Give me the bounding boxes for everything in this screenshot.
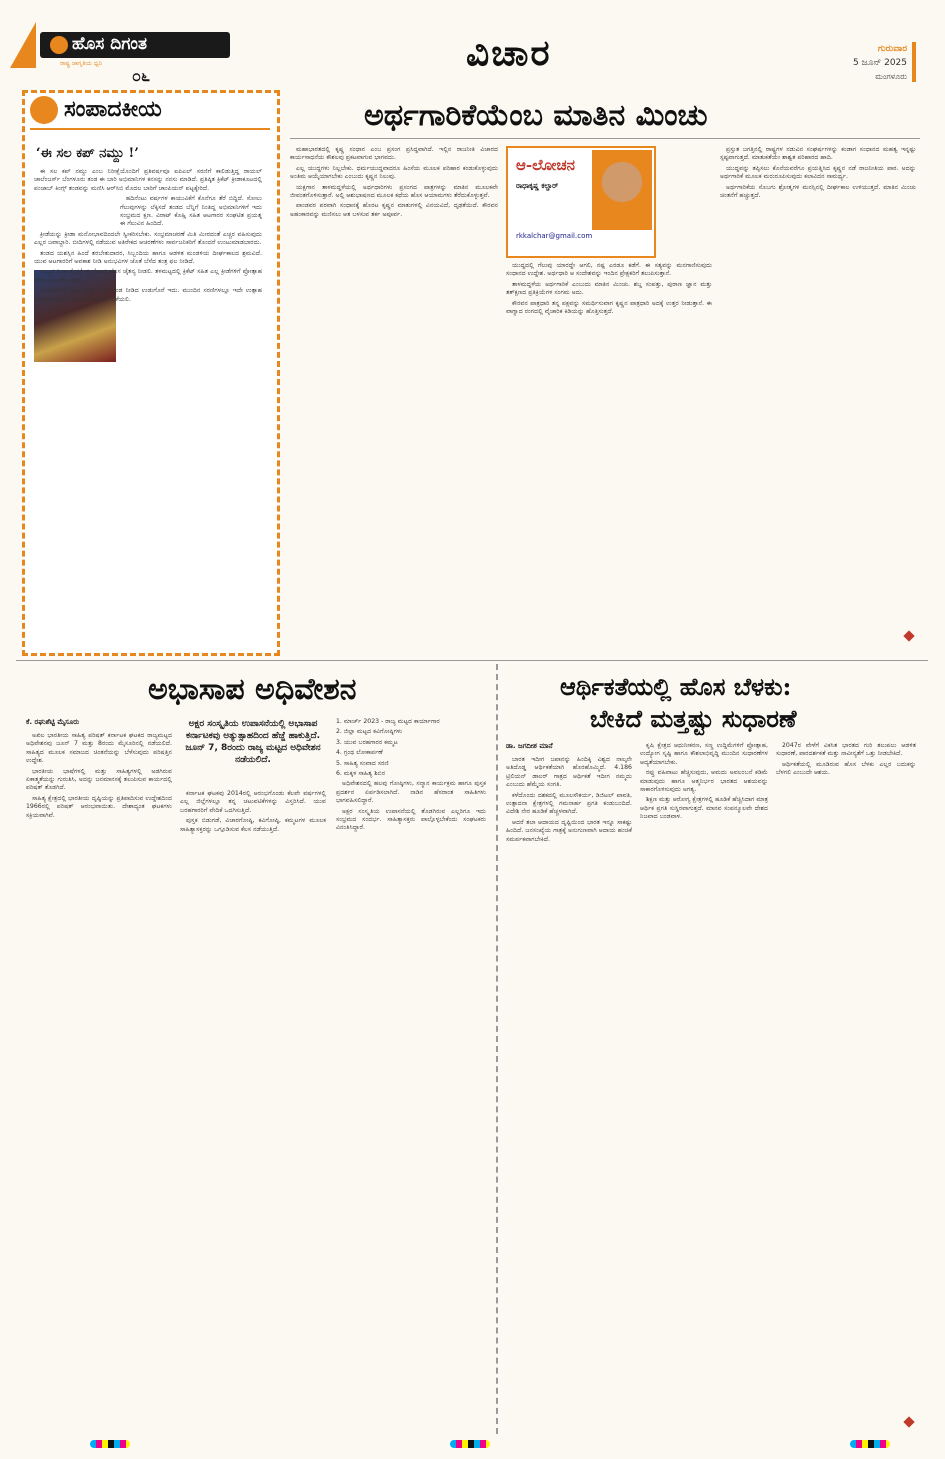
editorial-text <box>34 168 262 638</box>
dateline-edition: ಮಂಗಳೂರು <box>875 72 907 81</box>
masthead-emblem <box>50 36 68 54</box>
main-article-col-2 <box>506 262 712 642</box>
economy-title-line1: ಆರ್ಥಿಕತೆಯಲ್ಲಿ ಹೊಸ ಬೆಳಕು: <box>560 672 792 701</box>
editorial-para: ಕ್ರೀಡೆಯನ್ನು ಕ್ರೀಡಾ ಮನೋಭಾವದಿಂದಲೇ ಸ್ವೀಕರಿಸಬೇಕು. ಸಂಭ್ರಮಾಚರಣೆ ಮಿತಿ ಮೀರದಂತೆ ಎಚ್ಚರ ವಹಿಸುವುದು ಎಲ್ಲರ ಜವಾಬ್ದಾರಿ. ಬೀದಿಗಳಲ್ಲಿ ನಡೆಯುವ ಅತಿರೇಕದ ಆಚರಣೆಗಳು ಸಾರ್ವಜನಿಕರಿಗೆ ತೊಂದರೆ ಉಂಟುಮಾಡಬಾರದು. <box>34 230 262 247</box>
economy-para: ಆದರೆ ತಲಾ ಆದಾಯದ ದೃಷ್ಟಿಯಿಂದ ಭಾರತ ಇನ್ನೂ ಸಾಕಷ್ಟು ಹಿಂದಿದೆ. ಜನಸಂಖ್ಯೆಯ ಗಾತ್ರಕ್ಕೆ ಅನುಗುಣವಾಗಿ ಆದಾಯ ಹಂಚಿಕೆ ಸಮರ್ಪಕವಾಗಬೇಕಿದೆ. <box>506 818 632 843</box>
abhasapa-item: 6. ಮಕ್ಕಳ ಸಾಹಿತ್ಯ ಶಿಬಿರ <box>336 770 386 778</box>
abhasapa-pullquote: ಅಕ್ಷರ ಸಂಸ್ಕೃತಿಯ ಉಪಾಸನೆಯಲ್ಲಿ ಅಭಾಸಾಪ ಕರ್ನಾಟಕವು ಅತ್ಯುತ್ಸಾಹದಿಂದ ಹೆಜ್ಜೆ ಹಾಕುತ್ತಿದೆ. ಜೂನ್ 7, 8ರಂದು ರಾಜ್ಯ ಮಟ್ಟದ ಅಧಿವೇಶನ ನಡೆಯಲಿದೆ. <box>185 719 321 765</box>
column-author: ರಾಧಾಕೃಷ್ಣ ಕಲ್ಚಾರ್ <box>516 182 559 190</box>
main-article-title: ಅರ್ಥಗಾರಿಕೆಯೆಂಬ ಮಾತಿನ ಮಿಂಚು <box>364 98 708 133</box>
vertical-dashed-divider <box>496 664 498 1434</box>
main-article-col-3 <box>720 146 916 636</box>
abhasapa-para: ಪುಸ್ತಕ ಬಿಡುಗಡೆ, ವಿಚಾರಗೋಷ್ಠಿ, ಕವಿಗೋಷ್ಠಿ, ಕಮ್ಮಟಗಳ ಮೂಲಕ ಸಾಹಿತ್ಯಾಸಕ್ತರನ್ನು ಒಗ್ಗೂಡಿಸುವ ಕೆಲಸ ನಡೆಯುತ್ತಿದೆ. <box>180 817 326 833</box>
article-para: ಯಕ್ಷಗಾನ ತಾಳಮದ್ದಳೆಯಲ್ಲಿ ಅರ್ಥಧಾರಿಗಳು ಪ್ರಸಂಗದ ಪಾತ್ರಗಳನ್ನು ಮಾತಿನ ಮೂಲಕವೇ ಜೀವಂತಗೊಳಿಸುತ್ತಾರೆ. ಅಲ್ಲಿ ಆಶುಭಾಷಣದ ಮೂಲಕ ಕಥೆಯ ಹೊಸ ಆಯಾಮಗಳು ತೆರೆದುಕೊಳ್ಳುತ್ತವೆ. <box>290 183 498 200</box>
abhasapa-item: 3. ಯುವ ಬರಹಗಾರರ ಕಮ್ಮಟ <box>336 738 398 746</box>
editorial-label: ಸಂಪಾದಕೀಯ <box>64 96 162 122</box>
abhasapa-para: ಕರ್ನಾಟಕ ಘಟಕವು 2014ರಲ್ಲಿ ಆರಂಭಗೊಂಡು ಕೆಲವೇ ವರ್ಷಗಳಲ್ಲಿ ಎಲ್ಲ ಜಿಲ್ಲೆಗಳಲ್ಲೂ ತನ್ನ ಚಟುವಟಿಕೆಗಳನ್ನು ವಿಸ್ತರಿಸಿದೆ. ಯುವ ಬರಹಗಾರರಿಗೆ ವೇದಿಕೆ ಒದಗಿಸುತ್ತಿದೆ. <box>180 790 326 814</box>
abhasapa-col-1 <box>26 732 172 1422</box>
article-para: ಕೌರವನ ಪಾತ್ರಧಾರಿ ತನ್ನ ಪಕ್ಷವನ್ನು ಸಮರ್ಥಿಸುವಾಗ ಕೃಷ್ಣನ ಪಾತ್ರಧಾರಿ ಅದಕ್ಕೆ ಉತ್ತರ ನೀಡುತ್ತಾನೆ. ಈ ವಾಗ್ವಾದ ರಂಗದಲ್ಲಿ ವೈಚಾರಿಕ ಕಿಡಿಯನ್ನು ಹೊತ್ತಿಸುತ್ತದೆ. <box>506 299 712 316</box>
registration-marks-mid <box>450 1440 490 1448</box>
economy-para: 2047ರ ವೇಳೆಗೆ ವಿಕಸಿತ ಭಾರತದ ಗುರಿ ತಲುಪಲು ಆಡಳಿತ ಸುಧಾರಣೆ, ಪಾರದರ್ಶಕತೆ ಮತ್ತು ನಾವೀನ್ಯತೆಗೆ ಒತ್ತು ನೀಡಬೇಕಿದೆ. <box>776 742 916 758</box>
section-title: ವಿಚಾರ <box>466 32 552 74</box>
economy-col-3 <box>776 742 916 1422</box>
abhasapa-para: ಅಧಿವೇಶನದಲ್ಲಿ ಹಲವು ಗೋಷ್ಠಿಗಳು, ಸನ್ಮಾನ ಕಾರ್ಯಕ್ರಮ ಹಾಗೂ ಪುಸ್ತಕ ಪ್ರದರ್ಶನ ಏರ್ಪಡಿಸಲಾಗಿದೆ. ನಾಡಿನ ಹೆಸರಾಂತ ಸಾಹಿತಿಗಳು ಭಾಗವಹಿಸಲಿದ್ದಾರೆ. <box>336 780 486 805</box>
article-para: ತಾಳಮದ್ದಳೆಯ ಅರ್ಥಗಾರಿಕೆ ಎಂಬುದು ಮಾತಿನ ಮಿಂಚು. ಶಬ್ದ ಸಂಪತ್ತು, ಪುರಾಣ ಜ್ಞಾನ ಮತ್ತು ತತ್‌ಕ್ಷಣದ ಪ್ರತಿಕ್ರಿಯೆಗಳ ಸಂಗಮ ಅದು. <box>506 280 712 297</box>
masthead-tagline: ರಾಷ್ಟ್ರ ಜಾಗೃತಿಯ ಧ್ವನಿ <box>60 60 103 67</box>
abhasapa-item: 2. ಜಿಲ್ಲಾ ಮಟ್ಟದ ಕವಿಗೋಷ್ಠಿಗಳು <box>336 728 403 736</box>
editorial-para: ಈ ಸಲ ಕಪ್ ನಮ್ದು ಎಂಬ ನಿರೀಕ್ಷೆಯೊಂದಿಗೆ ಪ್ರತಿವರ್ಷವೂ ಐಪಿಎಲ್ ಸರಣಿಗೆ ಕಾಲಿಡುತ್ತಿದ್ದ ರಾಯಲ್ ಚಾಲೆಂಜರ್ಸ್ ಬೆಂಗಳೂರು ತಂಡ ಈ ಬಾರಿ ಅಭಿಮಾನಿಗಳ ಕನಸನ್ನು ನನಸು ಮಾಡಿದೆ. ಪ್ರತಿಷ್ಠಿತ ಕ್ರಿಕೆಟ್ ಕ್ರೀಡಾಕೂಟದಲ್ಲಿ ಪಂಜಾಬ್ ಕಿಂಗ್ಸ್ ತಂಡವನ್ನು ಮಣಿಸಿ ಆರ್‌ಸಿಬಿ ಮೊದಲ ಬಾರಿಗೆ ಚಾಂಪಿಯನ್ ಪಟ್ಟಕ್ಕೇರಿದೆ. <box>34 168 262 192</box>
abhasapa-title: ಅಭಾಸಾಪ ಅಧಿವೇಶನ <box>148 672 357 707</box>
article-para: ಮಹಾಭಾರತದಲ್ಲಿ ಕೃಷ್ಣ ಸಂಧಾನ ಎಂಬ ಪ್ರಸಂಗ ಪ್ರಸಿದ್ಧವಾಗಿದೆ. ಇಲ್ಲಿನ ರಾಜನೀತಿ ವಿಚಾರದ ಕಾರ್ಯಸಾಧನೆಯ ಕೌಶಲವು ಪ್ರಕಟವಾಗುವ ಭಾಗವದು. <box>290 146 498 162</box>
column-name: ಆ-ಲೋಚನ <box>516 156 575 174</box>
dateline-day: ಗುರುವಾರ <box>877 44 907 54</box>
abhasapa-col-2 <box>180 790 326 1422</box>
abhasapa-para: ಭಾರತೀಯ ಭಾಷೆಗಳಲ್ಲಿ ಮತ್ತು ಸಾಹಿತ್ಯಗಳಲ್ಲಿ ಅಡಗಿರುವ ಏಕಾತ್ಮತೆಯನ್ನು ಗುರುತಿಸಿ, ಅದನ್ನು ಜನಮಾನಸಕ್ಕೆ ತಲುಪಿಸುವ ಕಾರ್ಯದಲ್ಲಿ ಪರಿಷತ್ ತೊಡಗಿದೆ. <box>26 767 172 792</box>
economy-col-1 <box>506 756 632 1422</box>
economy-col-2 <box>640 742 768 1422</box>
registration-marks-right <box>850 1440 890 1448</box>
main-article-col-1 <box>290 146 498 636</box>
editorial-para: ತಂಡದ ಯಶಸ್ಸಿನ ಹಿಂದೆ ತರಬೇತುದಾರರ, ಸಿಬ್ಬಂದಿಯ ಹಾಗೂ ಆಡಳಿತ ಮಂಡಳಿಯ ದೀರ್ಘಕಾಲದ ಶ್ರಮವಿದೆ. ಯುವ ಆಟಗಾರರಿಗೆ ಅವಕಾಶ ನೀಡಿ ಅನುಭವಿಗಳ ಜೊತೆ ಬೆಸೆದ ತಂತ್ರ ಫಲ ನೀಡಿದೆ. <box>34 249 262 266</box>
article-para: ಅರ್ಥಗಾರಿಕೆಯ ಸೊಬಗು ಶ್ರೋತೃಗಳ ಮನಸ್ಸಿನಲ್ಲಿ ದೀರ್ಘಕಾಲ ಉಳಿಯುತ್ತದೆ. ಮಾತಿನ ಮಿಂಚು ಚಿಂತನೆಗೆ ಹಚ್ಚುತ್ತದೆ. <box>720 183 916 200</box>
abhasapa-item: 4. ಗ್ರಂಥ ಲೋಕಾರ್ಪಣೆ <box>336 749 383 757</box>
article-para: ಪಾಂಡವರ ಪರವಾಗಿ ಸಂಧಾನಕ್ಕೆ ಹೊರಟ ಕೃಷ್ಣನ ಮಾತುಗಳಲ್ಲಿ ವಿನಯವಿದೆ, ದೃಢತೆಯಿದೆ. ಕೌರವನ ಅಹಂಕಾರವನ್ನು ಮಣಿಸಲು ಆತ ಬಳಸುವ ತರ್ಕ ಅಪೂರ್ವ. <box>290 202 498 218</box>
editorial-label-underline <box>30 128 270 130</box>
economy-para: ಶಿಕ್ಷಣ ಮತ್ತು ಆರೋಗ್ಯ ಕ್ಷೇತ್ರಗಳಲ್ಲಿ ಹೂಡಿಕೆ ಹೆಚ್ಚಿಸಿದಾಗ ಮಾತ್ರ ಆರ್ಥಿಕ ಪ್ರಗತಿ ಸುಸ್ಥಿರವಾಗುತ್ತದೆ. ಮಾನವ ಸಂಪನ್ಮೂಲವೇ ದೇಶದ ನಿಜವಾದ ಬಂಡವಾಳ. <box>640 796 768 821</box>
abhasapa-para: ಸಾಹಿತ್ಯ ಕ್ಷೇತ್ರದಲ್ಲಿ ಭಾರತೀಯ ದೃಷ್ಟಿಯನ್ನು ಪ್ರತಿಪಾದಿಸುವ ಉದ್ದೇಶದಿಂದ 1966ರಲ್ಲಿ ಪರಿಷತ್ ಆರಂಭವಾಯಿತು. ದೇಶಾದ್ಯಂತ ಘಟಕಗಳು ಸಕ್ರಿಯವಾಗಿವೆ. <box>26 794 172 819</box>
dateline-bar <box>912 42 916 82</box>
column-email: rkkalchar@gmail.com <box>516 232 593 240</box>
author-photo <box>592 150 652 230</box>
abhasapa-author: ಕೆ. ರಘುಶೆಟ್ಟಿ ಮೈಸೂರು <box>26 718 80 726</box>
title-rule <box>290 138 920 139</box>
economy-para: ಆರ್ಥಿಕತೆಯಲ್ಲಿ ಮೂಡಿರುವ ಹೊಸ ಬೆಳಕು ಎಲ್ಲರ ಬದುಕನ್ನು ಬೆಳಗಲಿ ಎಂಬುದೇ ಆಶಯ. <box>776 760 916 777</box>
abhasapa-item: 1. ಮಾರ್ಚ್ 2023 - ರಾಜ್ಯ ಮಟ್ಟದ ಕಾರ್ಯಾಗಾರ <box>336 718 440 725</box>
editorial-para: ರಾಜ್ಯದ ಕ್ರೀಡಾ ಕ್ಷೇತ್ರಕ್ಕೆ ಈ ಗೆಲುವು ಹೊಸ ಚೈತನ್ಯ ನೀಡಲಿ. ತಳಮಟ್ಟದಲ್ಲಿ ಕ್ರಿಕೆಟ್ ಸಹಿತ ಎಲ್ಲ ಕ್ರೀಡೆಗಳಿಗೆ ಪ್ರೋತ್ಸಾಹ ಸಿಗಲಿ ಎಂಬುದೇ ಆಶಯ. <box>34 268 262 284</box>
page-number: ೦೬ <box>132 66 150 85</box>
masthead-name: ಹೊಸ ದಿಗಂತ <box>72 34 147 54</box>
mid-rule <box>16 660 928 661</box>
economy-title-line2: ಬೇಕಿದೆ ಮತ್ತಷ್ಟು ಸುಧಾರಣೆ <box>590 704 797 733</box>
dateline-date: 5 ಜೂನ್ 2025 <box>852 58 907 68</box>
editorial-para: ಅಭಿಮಾನಿಗಳ ಅಕ್ಕರೆ ಮತ್ತು ನಿಷ್ಠೆಗೆ ತಂಡ ನೀಡಿದ ಉಡುಗೊರೆ ಇದು. ಮುಂದಿನ ಸರಣಿಗಳಲ್ಲೂ ಇದೇ ಉತ್ಸಾಹ ಮುಂದುವರಿಯಲಿ, ಗೆಲುವಿನ ಪರಂಪರೆ ಬೆಳೆಯಲಿ. <box>34 287 262 303</box>
editorial-title: ‘ಈ ಸಲ ಕಪ್ ನಮ್ದು !’ <box>36 146 139 161</box>
economy-para: ಕೃಷಿ ಕ್ಷೇತ್ರದ ಆಧುನೀಕರಣ, ಸಣ್ಣ ಉದ್ದಿಮೆಗಳಿಗೆ ಪ್ರೋತ್ಸಾಹ, ಉದ್ಯೋಗ ಸೃಷ್ಟಿ ಹಾಗೂ ಕೌಶಲಾಭಿವೃದ್ಧಿ ಮುಂದಿನ ಸುಧಾರಣೆಗಳ ಆದ್ಯತೆಯಾಗಬೇಕು. <box>640 742 768 766</box>
abhasapa-item: 5. ಸಾಹಿತ್ಯ ಸಂವಾದ ಸರಣಿ <box>336 759 389 767</box>
abhasapa-para: ಅಖಿಲ ಭಾರತೀಯ ಸಾಹಿತ್ಯ ಪರಿಷತ್ ಕರ್ನಾಟಕ ಘಟಕದ ರಾಜ್ಯಮಟ್ಟದ ಅಧಿವೇಶನವು ಜೂನ್ 7 ಮತ್ತು 8ರಂದು ಮೈಸೂರಿನಲ್ಲಿ ನಡೆಯಲಿದೆ. ಸಾಹಿತ್ಯದ ಮೂಲಕ ಸಮಾಜದ ಚಿಂತನೆಯನ್ನು ಬೆಳೆಸುವುದು ಪರಿಷತ್ತಿನ ಉದ್ದೇಶ. <box>26 732 172 765</box>
orange-arrow-icon <box>10 22 36 68</box>
economy-para: ರಫ್ತು ವಹಿವಾಟು ಹೆಚ್ಚಿಸುವುದು, ಆಮದು ಅವಲಂಬನೆ ಕಡಿಮೆ ಮಾಡುವುದು ಹಾಗೂ ಆತ್ಮನಿರ್ಭರ ಭಾರತದ ಆಶಯವನ್ನು ಸಾಕಾರಗೊಳಿಸುವುದು ಅಗತ್ಯ. <box>640 769 768 794</box>
article-para: ಯುದ್ಧದಲ್ಲಿ ಗೆಲುವು ಯಾರದ್ದೇ ಆಗಲಿ, ನಷ್ಟ ಎರಡೂ ಕಡೆಗೆ. ಈ ಸತ್ಯವನ್ನು ಮನಗಾಣಿಸುವುದು ಸಂಧಾನದ ಉದ್ದೇಶ. ಅರ್ಥಧಾರಿ ಆ ಸಂದೇಶವನ್ನು ಇಂದಿನ ಪ್ರೇಕ್ಷಕರಿಗೆ ತಲುಪಿಸುತ್ತಾನೆ. <box>506 262 712 278</box>
economy-author: ಡಾ. ಜಗದೀಶ ಮಾನೆ <box>506 742 553 750</box>
editorial-emblem-icon <box>30 96 58 124</box>
registration-marks-left <box>90 1440 130 1448</box>
article-para: ಎಲ್ಲ ಯುದ್ಧಗಳು ನಿಲ್ಲಬೇಕು. ಧರ್ಮಯುದ್ಧವಾದರೂ ಹಿಂಸೆಯ ಮೂಲಕ ಪರಿಹಾರ ಕಂಡುಕೊಳ್ಳುವುದು ಅಂತಿಮ ಆಯ್ಕೆಯಾಗಬೇಕು ಎಂಬುದು ಕೃಷ್ಣನ ನಿಲುವು. <box>290 164 498 181</box>
economy-para: ಕಳೆದೊಂದು ದಶಕದಲ್ಲಿ ಮೂಲಸೌಕರ್ಯ, ಡಿಜಿಟಲ್ ಪಾವತಿ, ಉತ್ಪಾದನಾ ಕ್ಷೇತ್ರಗಳಲ್ಲಿ ಗಮನಾರ್ಹ ಪ್ರಗತಿ ಕಂಡುಬಂದಿದೆ. ವಿದೇಶಿ ನೇರ ಹೂಡಿಕೆ ಹೆಚ್ಚಳವಾಗಿದೆ. <box>506 791 632 816</box>
editorial-para: ಹದಿನೆಂಟು ವರ್ಷಗಳ ಕಾಯುವಿಕೆಗೆ ಕೊನೆಗೂ ತೆರೆ ಬಿದ್ದಿದೆ. ಸೋಲು ಗೆಲುವುಗಳನ್ನು ಲೆಕ್ಕಿಸದೆ ತಂಡದ ಬೆನ್ನಿಗೆ ನಿಂತಿದ್ದ ಅಭಿಮಾನಿಗಳಿಗೆ ಇದು ಸಂಭ್ರಮದ ಕ್ಷಣ. ವಿರಾಟ್ ಕೊಹ್ಲಿ ಸಹಿತ ಆಟಗಾರರ ಸಂಘಟಿತ ಪ್ರಯತ್ನ ಈ ಗೆಲುವಿನ ಹಿಂದಿದೆ. <box>120 195 262 228</box>
abhasapa-para: ಅಕ್ಷರ ಸಂಸ್ಕೃತಿಯ ಉಪಾಸನೆಯಲ್ಲಿ ತೊಡಗಿರುವ ಎಲ್ಲರಿಗೂ ಇದು ಸಂಭ್ರಮದ ಸಂದರ್ಭ. ಸಾಹಿತ್ಯಾಸಕ್ತರು ಪಾಲ್ಗೊಳ್ಳಬೇಕೆಂದು ಸಂಘಟಕರು ವಿನಂತಿಸಿದ್ದಾರೆ. <box>336 807 486 832</box>
article-para: ಪ್ರಸ್ತುತ ಜಗತ್ತಿನಲ್ಲಿ ರಾಷ್ಟ್ರಗಳ ನಡುವಿನ ಸಂಘರ್ಷಗಳನ್ನು ಕಂಡಾಗ ಸಂಧಾನದ ಮಹತ್ವ ಇನ್ನಷ್ಟು ಸ್ಪಷ್ಟವಾಗುತ್ತದೆ. ಮಾತುಕತೆಯೇ ಶಾಶ್ವತ ಪರಿಹಾರದ ಹಾದಿ. <box>720 146 916 162</box>
abhasapa-col-3 <box>336 718 486 1422</box>
article-para: ಯುದ್ಧವನ್ನು ತಪ್ಪಿಸಲು ಕೊನೆಯವರೆಗೂ ಪ್ರಯತ್ನಿಸಿದ ಕೃಷ್ಣನ ನಡೆ ರಾಜನೀತಿಯ ಪಾಠ. ಅದನ್ನು ಅರ್ಥಗಾರಿಕೆ ಮೂಲಕ ಮರುರೂಪಿಸುವುದು ಕಲಾವಿದನ ಸಾಮರ್ಥ್ಯ. <box>720 164 916 181</box>
economy-para: ಬಾರತ ಇದೀಗ ಜಪಾನನ್ನು ಹಿಂದಿಕ್ಕಿ ವಿಶ್ವದ ನಾಲ್ಕನೇ ಅತಿದೊಡ್ಡ ಆರ್ಥಿಕತೆಯಾಗಿ ಹೊರಹೊಮ್ಮಿದೆ. 4.186 ಟ್ರಿಲಿಯನ್ ಡಾಲರ್ ಗಾತ್ರದ ಆರ್ಥಿಕತೆ ಇದೀಗ ನಮ್ಮದು ಎಂಬುದು ಹೆಮ್ಮೆಯ ಸಂಗತಿ. <box>506 756 632 789</box>
masthead-logo <box>10 22 230 85</box>
